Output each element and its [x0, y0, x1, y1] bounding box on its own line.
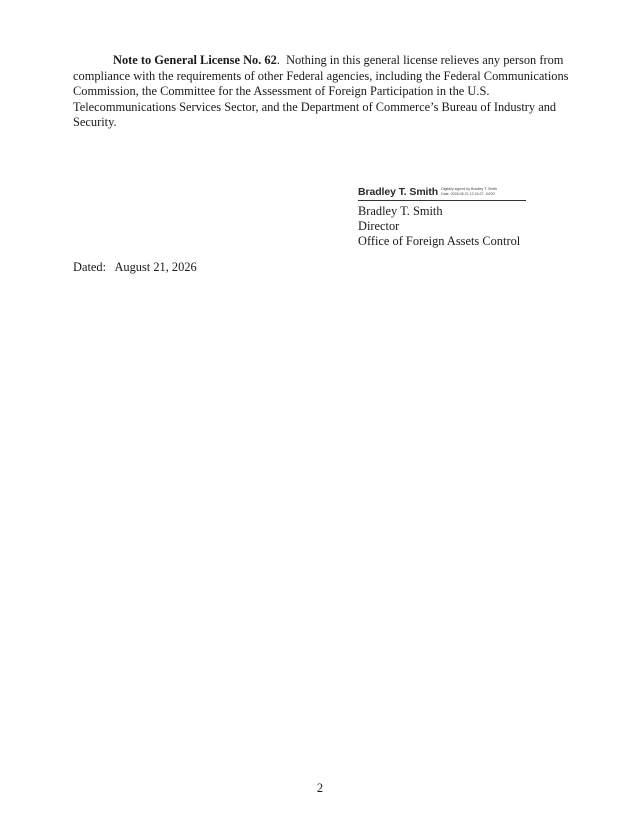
signer-office: Office of Foreign Assets Control: [358, 234, 521, 249]
digital-signature-details: [441, 187, 497, 196]
signer-title: Director: [358, 219, 400, 234]
dated-line: [73, 260, 197, 275]
note-body: Nothing in this general license relieves any person from compliance with the requirements of other Federal agencies, including the Federal Communications Commission, the Committee for the Assessment of Foreign Participation in the U.S. Telecommunications Services Sector, and the Department of Commerce’s Bureau of Industry and Security.: [73, 53, 569, 130]
signer-name: Bradley T. Smith: [358, 204, 443, 218]
page-number: 2: [316, 781, 324, 795]
signer-details: [358, 204, 558, 250]
dated-value: August 21, 2026: [114, 260, 197, 274]
note-heading: Note to General License No. 62: [113, 53, 277, 67]
digital-signature-name: Bradley T. Smith: [358, 186, 439, 198]
note-paragraph: Note to General License No. 62. Nothing in this general license relieves any person from compliance with the requirements of other Federal agencies, including the Federal Communications Commission, the Committee for the Assessment of Foreign Participation in the U.S. Telecommunications Services Sector, and the Department of Commerce’s Bureau of Industry and Security.: [73, 53, 569, 130]
dated-label: Dated:: [73, 260, 107, 274]
digital-signature: [358, 180, 526, 201]
signature-block: [358, 180, 558, 250]
digital-signature-meta-line2: Date: 2026.08.21 12:24:27 -04'00': [441, 191, 496, 196]
digital-signature-meta-line1: Digitally signed by Bradley T. Smith: [441, 187, 498, 192]
